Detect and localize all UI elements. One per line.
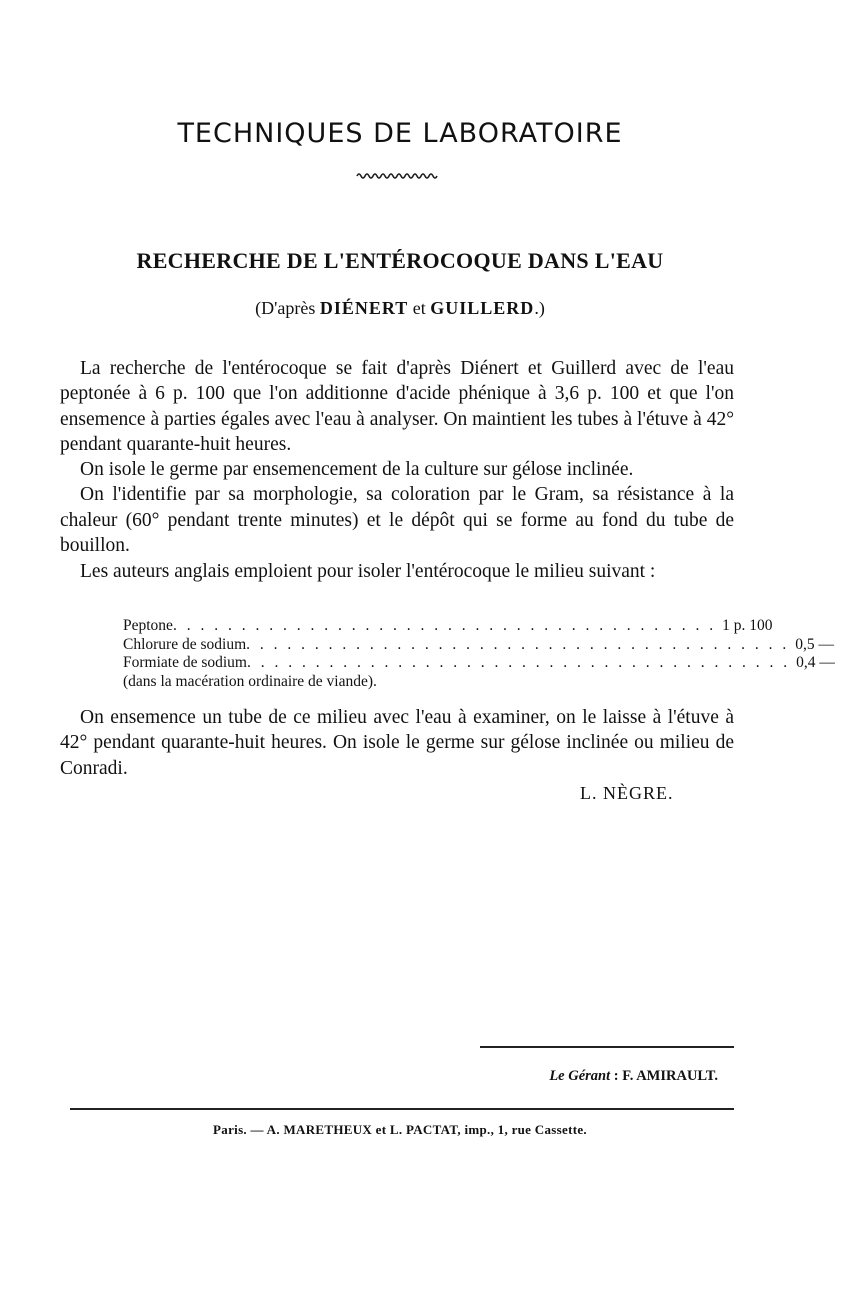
ingredient-name: Chlorure de sodium [123, 635, 247, 653]
ingredient-qty: 0,4 — [796, 654, 835, 671]
gerant-sep: : [610, 1068, 623, 1084]
author-dienert: DIÉNERT [319, 298, 409, 318]
dot-leader: . . . . . . . . . . . . . . . . . . . . . . . . . . . . . . . . . . . . . . . . [172, 617, 717, 634]
paragraph: On isole le germe par ensemencement de la culture sur gélose inclinée. [80, 459, 634, 481]
printer-imprint: Paris. — A. MARETHEUX et L. PACTAT, imp., 1, rue Cassette. [213, 1122, 587, 1137]
recipe-row [123, 654, 835, 673]
paragraph: On l'identifie par sa morphologie, sa coloration par le Gram, sa résistance à la chaleur (60° pendant trente minutes) et le dépôt qui se forme au fond du tube de bouillon. [60, 484, 734, 557]
attribution-mid: et [408, 298, 431, 318]
dot-leader: . . . . . . . . . . . . . . . . . . . . . . . . . . . . . . . . . . . . . . . . [246, 635, 790, 653]
recipe-list [123, 617, 835, 691]
article-title: RECHERCHE DE L'ENTÉROCOQUE DANS L'EAU [136, 248, 664, 273]
article-body-cont [60, 559, 734, 584]
paragraph: Les auteurs anglais emploient pour isoler l'entérocoque le milieu suivant : [80, 561, 656, 582]
gerant-name: F. AMIRAULT. [622, 1068, 718, 1084]
gerant-label: Le Gérant [549, 1068, 611, 1084]
dot-leader: . . . . . . . . . . . . . . . . . . . . . . . . . . . . . . . . . . . . . . . . [247, 654, 791, 671]
author-signature: L. NÈGRE. [580, 783, 674, 803]
article-attribution [0, 298, 800, 319]
article-closing [60, 705, 734, 781]
ingredient-qty: 1 p. 100 [722, 617, 773, 634]
recipe-row [123, 617, 773, 636]
recipe-note: (dans la macération ordinaire de viande). [123, 672, 377, 690]
attribution-suffix: .) [534, 298, 545, 318]
page-title: TECHNIQUES DE LABORATOIRE [177, 118, 623, 149]
attribution-prefix: (D'après [255, 298, 320, 318]
divider [480, 1046, 734, 1048]
ingredient-name: Formiate de sodium [123, 654, 247, 671]
ingredient-qty: 0,5 — [795, 635, 834, 653]
paragraph: La recherche de l'entérocoque se fait d'après Diénert et Guillerd avec de l'eau peptonée à 6 p. 100 que l'on additionne d'acide phénique à 3,6 p. 100 et que l'on ensemence à parties égales avec l'eau à analyser. On maintient les tubes à l'étuve à 42° pendant quarante-huit heures. [60, 358, 734, 455]
recipe-row [123, 635, 834, 655]
article-body [60, 356, 734, 558]
ornament-squiggle [357, 170, 439, 180]
divider [70, 1108, 734, 1110]
paragraph: On ensemence un tube de ce milieu avec l'eau à examiner, on le laisse à l'étuve à 42° pendant quarante-huit heures. On isole le germe sur gélose inclinée ou milieu de Conradi. [60, 707, 734, 779]
gerant-line [0, 1068, 718, 1085]
author-guillerd: GUILLERD [430, 298, 535, 318]
ingredient-name: Peptone [123, 617, 173, 634]
